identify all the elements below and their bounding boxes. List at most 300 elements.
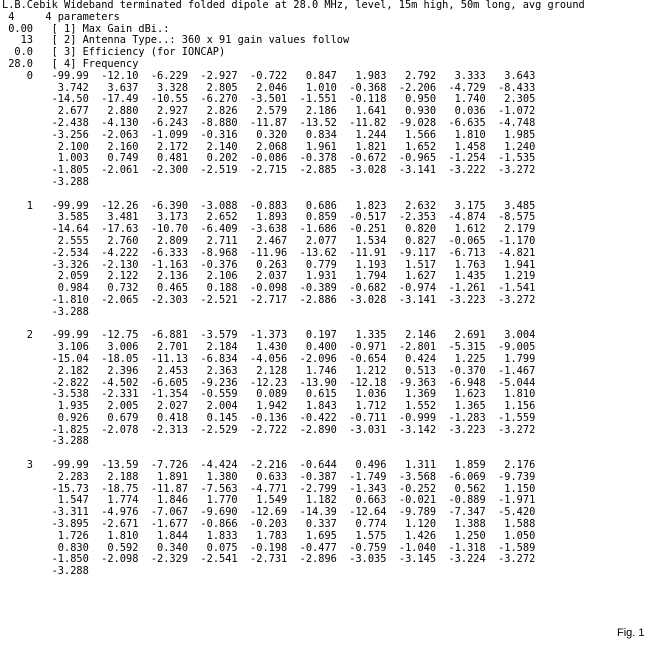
gain-value: -6.948 <box>436 376 486 389</box>
gain-value: -2.896 <box>287 553 337 566</box>
gain-value: -2.063 <box>88 128 139 141</box>
gain-value: -0.118 <box>336 93 387 106</box>
azimuth-index: 2 <box>2 329 33 342</box>
gain-value: 2.027 <box>138 400 189 413</box>
gain-value: -6.605 <box>138 376 189 389</box>
gain-value: 0.633 <box>237 470 288 483</box>
gain-value: -2.329 <box>138 553 189 566</box>
gain-value: 1.843 <box>287 400 337 413</box>
gain-row <box>2 518 535 530</box>
gain-value: -2.799 <box>287 482 337 495</box>
gain-value: -0.021 <box>386 494 437 507</box>
gain-row <box>2 459 535 471</box>
gain-value: -0.098 <box>237 282 288 295</box>
gain-value: -3.579 <box>188 329 238 342</box>
gain-value: -0.251 <box>336 223 387 236</box>
gain-value: -3.326 <box>45 258 89 271</box>
gain-value: 0.679 <box>88 411 139 424</box>
parameter-value: 0.0 <box>2 46 33 59</box>
gain-value: 0.847 <box>287 69 337 82</box>
gain-value: 0.513 <box>386 364 437 377</box>
gain-value: -2.534 <box>45 246 89 259</box>
gain-value: -12.75 <box>88 329 139 342</box>
gain-value: -2.886 <box>287 293 337 306</box>
gain-value: -13.62 <box>287 246 337 259</box>
gain-value: 0.663 <box>336 494 387 507</box>
gain-value: -1.099 <box>138 128 189 141</box>
gain-value: -2.890 <box>287 423 337 436</box>
gain-value: 2.805 <box>188 81 238 94</box>
gain-row <box>2 282 535 294</box>
gain-value: 1.726 <box>45 529 89 542</box>
gain-value: 2.106 <box>188 270 238 283</box>
gain-value: 2.077 <box>287 234 337 247</box>
gain-value: 2.555 <box>45 234 89 247</box>
gain-row <box>2 129 535 141</box>
gain-row <box>2 353 535 365</box>
gain-value: -3.272 <box>485 164 536 177</box>
gain-value: 0.188 <box>188 282 238 295</box>
gain-value: 1.823 <box>336 199 387 212</box>
gain-value: -4.222 <box>88 246 139 259</box>
gain-value: -99.99 <box>45 69 89 82</box>
gain-value: 1.961 <box>287 140 337 153</box>
gain-value: -1.467 <box>485 364 536 377</box>
gain-value: -1.971 <box>485 494 536 507</box>
gain-value: 3.328 <box>138 81 189 94</box>
gain-value: -1.040 <box>386 541 437 554</box>
gain-value: -7.726 <box>138 459 189 472</box>
gain-row <box>2 306 89 318</box>
gain-value: 1.426 <box>386 529 437 542</box>
gain-value: 2.005 <box>88 400 139 413</box>
gain-value: 1.182 <box>287 494 337 507</box>
gain-row <box>2 506 535 518</box>
gain-value: 0.950 <box>386 93 437 106</box>
gain-value: 1.985 <box>485 128 536 141</box>
gain-value: 0.481 <box>138 152 189 165</box>
gain-value: -0.422 <box>287 411 337 424</box>
parameter-value: 28.0 <box>2 57 33 70</box>
gain-value: -3.224 <box>436 553 486 566</box>
gain-value: 0.774 <box>336 518 387 531</box>
gain-value: -2.353 <box>386 211 437 224</box>
gain-value: -4.130 <box>88 116 139 129</box>
gain-value: 1.935 <box>45 400 89 413</box>
gain-value: 2.037 <box>237 270 288 283</box>
gain-value: 1.150 <box>485 482 536 495</box>
parameter-line <box>2 23 169 35</box>
gain-value: -1.163 <box>138 258 189 271</box>
gain-value: 2.792 <box>386 69 437 82</box>
gain-value: 2.179 <box>485 223 536 236</box>
gain-value: -2.717 <box>237 293 288 306</box>
gain-value: 2.363 <box>188 364 238 377</box>
gain-value: 2.396 <box>88 364 139 377</box>
gain-value: -0.203 <box>237 518 288 531</box>
gain-value: 1.833 <box>188 529 238 542</box>
gain-value: -3.223 <box>436 423 486 436</box>
gain-value: -0.378 <box>287 152 337 165</box>
gain-value: 3.173 <box>138 211 189 224</box>
gain-row <box>2 117 535 129</box>
gain-value: 1.050 <box>485 529 536 542</box>
gain-value: 1.010 <box>287 81 337 94</box>
gain-row <box>2 93 535 105</box>
gain-value: 1.575 <box>336 529 387 542</box>
gain-row <box>2 235 535 247</box>
gain-value: -2.801 <box>386 341 437 354</box>
gain-value: -0.368 <box>336 81 387 94</box>
gain-row <box>2 435 89 447</box>
gain-row <box>2 412 535 424</box>
gain-value: 1.547 <box>45 494 89 507</box>
gain-value: -2.206 <box>386 81 437 94</box>
gain-value: 2.826 <box>188 105 238 118</box>
gain-value: -2.822 <box>45 376 89 389</box>
gain-value: -2.715 <box>237 164 288 177</box>
gain-value: -2.722 <box>237 423 288 436</box>
gain-row <box>2 141 535 153</box>
gain-value: 0.036 <box>436 105 486 118</box>
gain-value: 0.418 <box>138 411 189 424</box>
gain-value: -3.288 <box>45 435 89 448</box>
gain-value: 1.712 <box>336 400 387 413</box>
gain-value: 0.263 <box>237 258 288 271</box>
gain-value: 0.145 <box>188 411 238 424</box>
gain-value: -2.521 <box>188 293 238 306</box>
gain-value: 3.175 <box>436 199 486 212</box>
gain-value: 2.140 <box>188 140 238 153</box>
gain-value: -99.99 <box>45 329 89 342</box>
gain-value: -3.568 <box>386 470 437 483</box>
gain-value: -17.49 <box>88 93 139 106</box>
gain-value: -8.433 <box>485 81 536 94</box>
gain-value: 1.036 <box>336 388 387 401</box>
gain-value: -1.541 <box>485 282 536 295</box>
gain-value: -0.370 <box>436 364 486 377</box>
gain-value: -0.387 <box>287 470 337 483</box>
gain-value: -6.069 <box>436 470 486 483</box>
gain-value: 1.891 <box>138 470 189 483</box>
gain-value: -0.866 <box>188 518 238 531</box>
gain-value: 1.219 <box>485 270 536 283</box>
gain-value: -0.965 <box>386 152 437 165</box>
gain-row <box>2 70 535 82</box>
gain-value: -11.91 <box>336 246 387 259</box>
gain-value: -11.13 <box>138 352 189 365</box>
gain-value: -9.236 <box>188 376 238 389</box>
gain-value: 1.740 <box>436 93 486 106</box>
gain-value: -0.682 <box>336 282 387 295</box>
gain-value: -0.644 <box>287 459 337 472</box>
gain-value: 2.146 <box>386 329 437 342</box>
gain-value: 1.388 <box>436 518 486 531</box>
gain-value: 3.643 <box>485 69 536 82</box>
gain-value: 0.075 <box>188 541 238 554</box>
gain-value: -0.889 <box>436 494 486 507</box>
gain-value: -0.065 <box>436 234 486 247</box>
gain-value: 1.695 <box>287 529 337 542</box>
gain-value: 1.774 <box>88 494 139 507</box>
gain-value: -3.222 <box>436 164 486 177</box>
gain-value: 0.930 <box>386 105 437 118</box>
gain-value: -3.501 <box>237 93 288 106</box>
gain-value: 2.652 <box>188 211 238 224</box>
gain-value: 1.612 <box>436 223 486 236</box>
gain-value: -9.028 <box>386 116 437 129</box>
gain-value: 3.004 <box>485 329 536 342</box>
parameter-label: [ 1] Max Gain dBi.: <box>51 22 170 35</box>
gain-value: -5.315 <box>436 341 486 354</box>
gain-value: -12.18 <box>336 376 387 389</box>
gain-value: -11.87 <box>138 482 189 495</box>
gain-value: -1.318 <box>436 541 486 554</box>
gain-value: 1.435 <box>436 270 486 283</box>
gain-value: -3.638 <box>237 223 288 236</box>
gain-value: -1.686 <box>287 223 337 236</box>
gain-value: -3.272 <box>485 553 536 566</box>
gain-value: -2.927 <box>188 69 238 82</box>
gain-value: 1.983 <box>336 69 387 82</box>
gain-value: 1.588 <box>485 518 536 531</box>
gain-value: 1.517 <box>386 258 437 271</box>
gain-row <box>2 294 535 306</box>
gain-value: -12.69 <box>237 506 288 519</box>
gain-row <box>2 270 535 282</box>
gain-value: -1.535 <box>485 152 536 165</box>
gain-value: 0.337 <box>287 518 337 531</box>
gain-value: -0.654 <box>336 352 387 365</box>
gain-value: 2.305 <box>485 93 536 106</box>
gain-value: 2.760 <box>88 234 139 247</box>
gain-value: 3.742 <box>45 81 89 94</box>
gain-value: 1.380 <box>188 470 238 483</box>
gain-value: 0.749 <box>88 152 139 165</box>
gain-value: -0.759 <box>336 541 387 554</box>
gain-value: -2.078 <box>88 423 139 436</box>
gain-value: 1.552 <box>386 400 437 413</box>
gain-row <box>2 377 535 389</box>
gain-value: -7.563 <box>188 482 238 495</box>
gain-value: 3.333 <box>436 69 486 82</box>
gain-value: -1.354 <box>138 388 189 401</box>
gain-row <box>2 553 535 565</box>
gain-value: -6.390 <box>138 199 189 212</box>
gain-value: 1.844 <box>138 529 189 542</box>
gain-value: 0.320 <box>237 128 288 141</box>
gain-value: 2.136 <box>138 270 189 283</box>
gain-value: 2.701 <box>138 341 189 354</box>
parameter-value: 13 <box>2 34 33 47</box>
gain-value: -1.810 <box>45 293 89 306</box>
gain-value: -8.880 <box>188 116 238 129</box>
figure-label: Fig. 1 <box>617 627 645 639</box>
gain-value: 1.212 <box>336 364 387 377</box>
gain-value: -15.73 <box>45 482 89 495</box>
parameter-label: [ 4] Frequency <box>51 57 139 70</box>
gain-value: 1.311 <box>386 459 437 472</box>
gain-value: 0.615 <box>287 388 337 401</box>
gain-value: -14.50 <box>45 93 89 106</box>
gain-row <box>2 329 535 341</box>
gain-row <box>2 494 535 506</box>
gain-value: 3.106 <box>45 341 89 354</box>
gain-value: -14.39 <box>287 506 337 519</box>
gain-value: -1.072 <box>485 105 536 118</box>
gain-value: -4.748 <box>485 116 536 129</box>
gain-value: -3.538 <box>45 388 89 401</box>
gain-value: -17.63 <box>88 223 139 236</box>
gain-value: 1.156 <box>485 400 536 413</box>
gain-value: -3.141 <box>386 164 437 177</box>
gain-value: -0.711 <box>336 411 387 424</box>
gain-row <box>2 211 535 223</box>
gain-value: -5.420 <box>485 506 536 519</box>
gain-value: 0.197 <box>287 329 337 342</box>
gain-value: -1.343 <box>336 482 387 495</box>
gain-value: -1.677 <box>138 518 189 531</box>
gain-value: 1.250 <box>436 529 486 542</box>
gain-value: -0.883 <box>237 199 288 212</box>
gain-value: -3.272 <box>485 423 536 436</box>
gain-value: -6.409 <box>188 223 238 236</box>
gain-value: -1.551 <box>287 93 337 106</box>
gain-value: 2.068 <box>237 140 288 153</box>
gain-value: 1.810 <box>485 388 536 401</box>
gain-value: 0.834 <box>287 128 337 141</box>
gain-value: -18.05 <box>88 352 139 365</box>
gain-row <box>2 259 535 271</box>
gain-row <box>2 530 535 542</box>
gain-value: -1.373 <box>237 329 288 342</box>
gain-value: -0.559 <box>188 388 238 401</box>
gain-value: -13.52 <box>287 116 337 129</box>
gain-value: -6.229 <box>138 69 189 82</box>
gain-value: -10.70 <box>138 223 189 236</box>
gain-value: -0.136 <box>237 411 288 424</box>
gain-value: -0.722 <box>237 69 288 82</box>
gain-value: 1.763 <box>436 258 486 271</box>
azimuth-index: 0 <box>2 69 33 82</box>
gain-value: -4.729 <box>436 81 486 94</box>
gain-value: 0.827 <box>386 234 437 247</box>
gain-value: -9.690 <box>188 506 238 519</box>
gain-value: -3.088 <box>188 199 238 212</box>
gain-value: -1.283 <box>436 411 486 424</box>
gain-value: 0.400 <box>287 341 337 354</box>
gain-value: -3.288 <box>45 305 89 318</box>
gain-value: 2.004 <box>188 400 238 413</box>
gain-value: 2.182 <box>45 364 89 377</box>
gain-value: -4.056 <box>237 352 288 365</box>
gain-value: 2.579 <box>237 105 288 118</box>
gain-value: 2.128 <box>237 364 288 377</box>
gain-value: -18.75 <box>88 482 139 495</box>
gain-value: -2.529 <box>188 423 238 436</box>
gain-value: 2.927 <box>138 105 189 118</box>
gain-value: 1.641 <box>336 105 387 118</box>
gain-value: 0.592 <box>88 541 139 554</box>
gain-value: -6.881 <box>138 329 189 342</box>
gain-value: 1.846 <box>138 494 189 507</box>
gain-row <box>2 164 535 176</box>
gain-value: -3.223 <box>436 293 486 306</box>
gain-value: 2.172 <box>138 140 189 153</box>
gain-value: -3.031 <box>336 423 387 436</box>
azimuth-index: 1 <box>2 199 33 212</box>
gain-value: -0.376 <box>188 258 238 271</box>
gain-row <box>2 341 535 353</box>
gain-value: 1.369 <box>386 388 437 401</box>
gain-row <box>2 483 535 495</box>
gain-value: 2.188 <box>88 470 139 483</box>
gain-value: -3.028 <box>336 293 387 306</box>
gain-value: -1.261 <box>436 282 486 295</box>
gain-value: 2.046 <box>237 81 288 94</box>
gain-value: 1.225 <box>436 352 486 365</box>
gain-value: -2.438 <box>45 116 89 129</box>
gain-value: 0.496 <box>336 459 387 472</box>
gain-value: -2.303 <box>138 293 189 306</box>
gain-value: 1.810 <box>436 128 486 141</box>
parameter-label: [ 2] Antenna Type..: 360 x 91 gain values follow <box>51 34 350 47</box>
gain-value: -2.300 <box>138 164 189 177</box>
gain-value: 1.942 <box>237 400 288 413</box>
gain-value: -3.035 <box>336 553 387 566</box>
azimuth-index: 3 <box>2 459 33 472</box>
gain-value: 1.931 <box>287 270 337 283</box>
gain-value: 2.467 <box>237 234 288 247</box>
gain-value: -12.10 <box>88 69 139 82</box>
gain-value: -4.771 <box>237 482 288 495</box>
gain-value: 1.240 <box>485 140 536 153</box>
gain-value: -7.067 <box>138 506 189 519</box>
gain-value: 2.184 <box>188 341 238 354</box>
params-line: 4 4 parameters <box>2 10 120 23</box>
gain-value: -4.821 <box>485 246 536 259</box>
gain-value: -5.044 <box>485 376 536 389</box>
gain-row <box>2 247 535 259</box>
gain-value: 2.186 <box>287 105 337 118</box>
gain-value: -2.541 <box>188 553 238 566</box>
gain-value: 1.623 <box>436 388 486 401</box>
gain-value: -0.517 <box>336 211 387 224</box>
parameter-value: 0.00 <box>2 22 33 35</box>
gain-value: -2.731 <box>237 553 288 566</box>
gain-value: 0.779 <box>287 258 337 271</box>
gain-row <box>2 82 535 94</box>
gain-value: 1.746 <box>287 364 337 377</box>
gain-value: -3.288 <box>45 565 89 578</box>
gain-value: -1.850 <box>45 553 89 566</box>
gain-value: -6.243 <box>138 116 189 129</box>
gain-value: -3.142 <box>386 423 437 436</box>
gain-value: 0.686 <box>287 199 337 212</box>
gain-value: 1.566 <box>386 128 437 141</box>
gain-value: -12.26 <box>88 199 139 212</box>
gain-value: -2.098 <box>88 553 139 566</box>
gain-value: -11.87 <box>237 116 288 129</box>
gain-value: -3.028 <box>336 164 387 177</box>
gain-value: 1.534 <box>336 234 387 247</box>
gain-value: -8.575 <box>485 211 536 224</box>
gain-value: -1.825 <box>45 423 89 436</box>
gain-value: 1.821 <box>336 140 387 153</box>
gain-value: 1.549 <box>237 494 288 507</box>
gain-value: -2.885 <box>287 164 337 177</box>
gain-value: -6.635 <box>436 116 486 129</box>
